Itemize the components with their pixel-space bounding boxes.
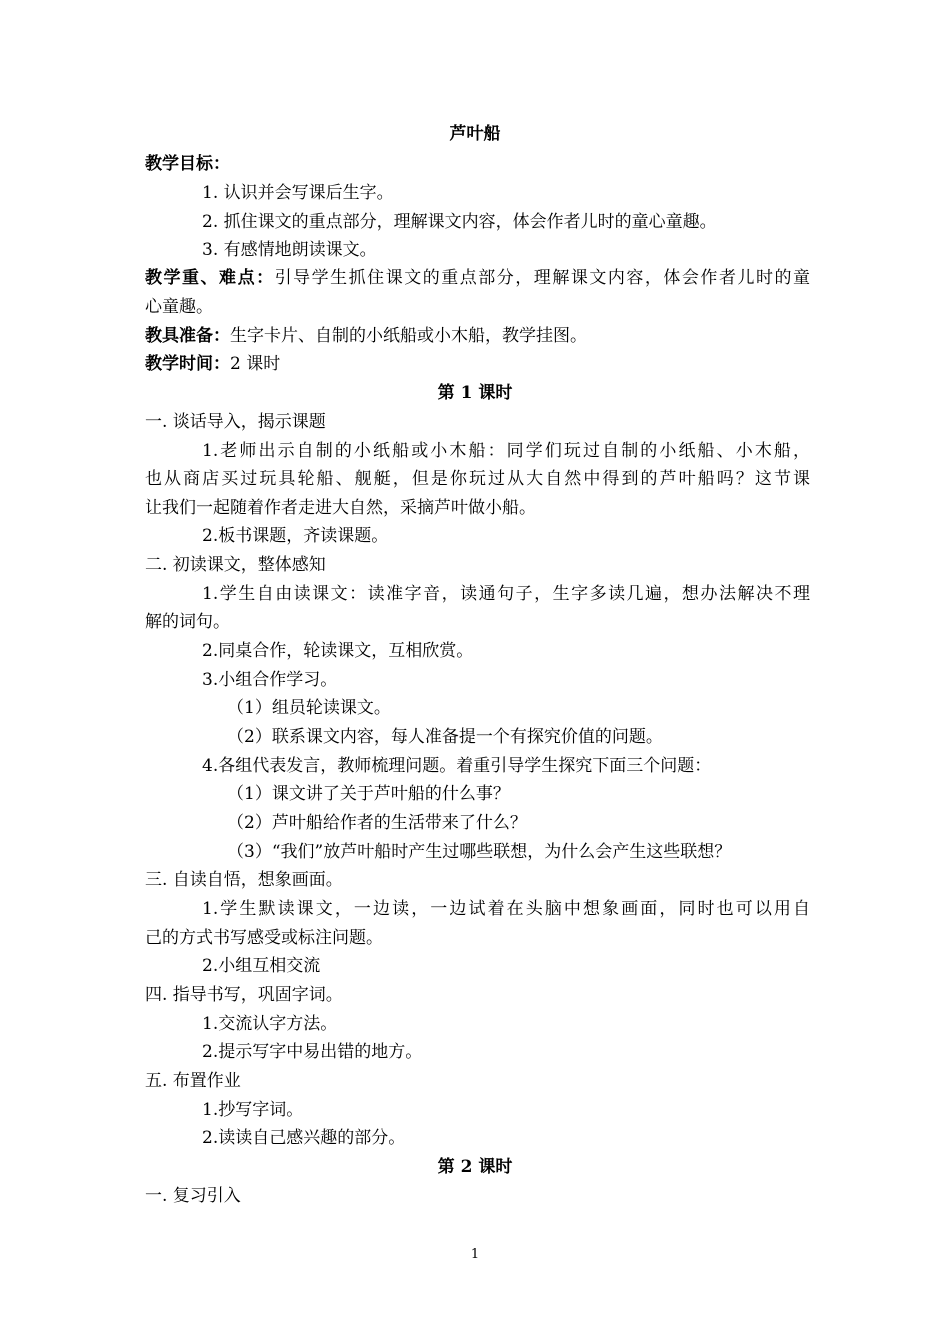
objective-item: 1. 认识并会写课后生字。	[202, 183, 394, 203]
section-title: 一. 谈话导入，揭示课题	[145, 412, 326, 432]
objectives-label	[145, 152, 810, 176]
document-title: 芦叶船	[449, 124, 501, 144]
page-number: 1	[470, 1247, 480, 1262]
paragraph-line: 2.同桌合作，轮读课文，互相欣赏。	[202, 641, 474, 661]
paragraph-line: 解的词句。	[145, 612, 230, 632]
lesson-2-heading: 第 2 课时	[437, 1157, 513, 1177]
materials-label: 教具准备：	[145, 326, 230, 346]
section-title: 一. 复习引入	[145, 1186, 241, 1206]
teaching-time-text: 2 课时	[230, 354, 281, 374]
section-title: 四. 指导书写，巩固字词。	[145, 985, 343, 1005]
paragraph-line: 2.板书课题，齐读课题。	[202, 526, 389, 546]
teaching-time	[145, 352, 810, 376]
paragraph-line: 让我们一起随着作者走进大自然，采摘芦叶做小船。	[145, 498, 536, 518]
sub-item: （2）联系课文内容，每人准备提一个有探究价值的问题。	[227, 727, 663, 747]
paragraph-line: 2.小组互相交流	[202, 956, 321, 976]
teaching-time-label: 教学时间：	[145, 354, 230, 374]
section-title: 二. 初读课文，整体感知	[145, 555, 326, 575]
paragraph-line: 1.抄写字词。	[202, 1100, 304, 1120]
objectives-label-text: 教学目标：	[145, 154, 230, 174]
key-points-text: 引导学生抓住课文的重点部分，理解课文内容，体会作者儿时的童	[274, 268, 811, 288]
paragraph-line: 也从商店买过玩具轮船、舰艇，但是你玩过从大自然中得到的芦叶船吗？这节课	[145, 469, 810, 489]
paragraph-line: 1.老师出示自制的小纸船或小木船：同学们玩过自制的小纸船、小木船，	[202, 441, 810, 461]
section-title: 三. 自读自悟，想象画面。	[145, 870, 343, 890]
paragraph-line: 1.交流认字方法。	[202, 1014, 338, 1034]
sub-item: （1）课文讲了关于芦叶船的什么事？	[227, 784, 510, 804]
key-points-continued: 心童趣。	[145, 297, 213, 317]
paragraph-line: 3.小组合作学习。	[202, 670, 338, 690]
paragraph-line: 2.读读自己感兴趣的部分。	[202, 1128, 406, 1148]
paragraph-line: 2.提示写字中易出错的地方。	[202, 1042, 423, 1062]
paragraph-line: 4.各组代表发言，教师梳理问题。着重引导学生探究下面三个问题：	[202, 756, 712, 776]
paragraph-line: 1.学生默读课文，一边读，一边试着在头脑中想象画面，同时也可以用自	[202, 899, 810, 919]
lesson-1-heading: 第 1 课时	[437, 383, 513, 403]
objective-item: 3. 有感情地朗读课文。	[202, 240, 377, 260]
sub-item: （2）芦叶船给作者的生活带来了什么？	[227, 813, 527, 833]
materials-text: 生字卡片、自制的小纸船或小木船，教学挂图。	[230, 326, 587, 346]
objective-item: 2. 抓住课文的重点部分，理解课文内容，体会作者儿时的童心童趣。	[202, 212, 717, 232]
key-points-label: 教学重、难点：	[145, 268, 275, 288]
paragraph-line: 1.学生自由读课文：读准字音，读通句子，生字多读几遍，想办法解决不理	[202, 584, 810, 604]
sub-item: （3）“我们”放芦叶船时产生过哪些联想，为什么会产生这些联想？	[227, 842, 732, 862]
section-title: 五. 布置作业	[145, 1071, 241, 1091]
key-points	[145, 266, 810, 290]
sub-item: （1）组员轮读课文。	[227, 698, 391, 718]
materials	[145, 324, 810, 348]
paragraph-line: 己的方式书写感受或标注问题。	[145, 928, 383, 948]
